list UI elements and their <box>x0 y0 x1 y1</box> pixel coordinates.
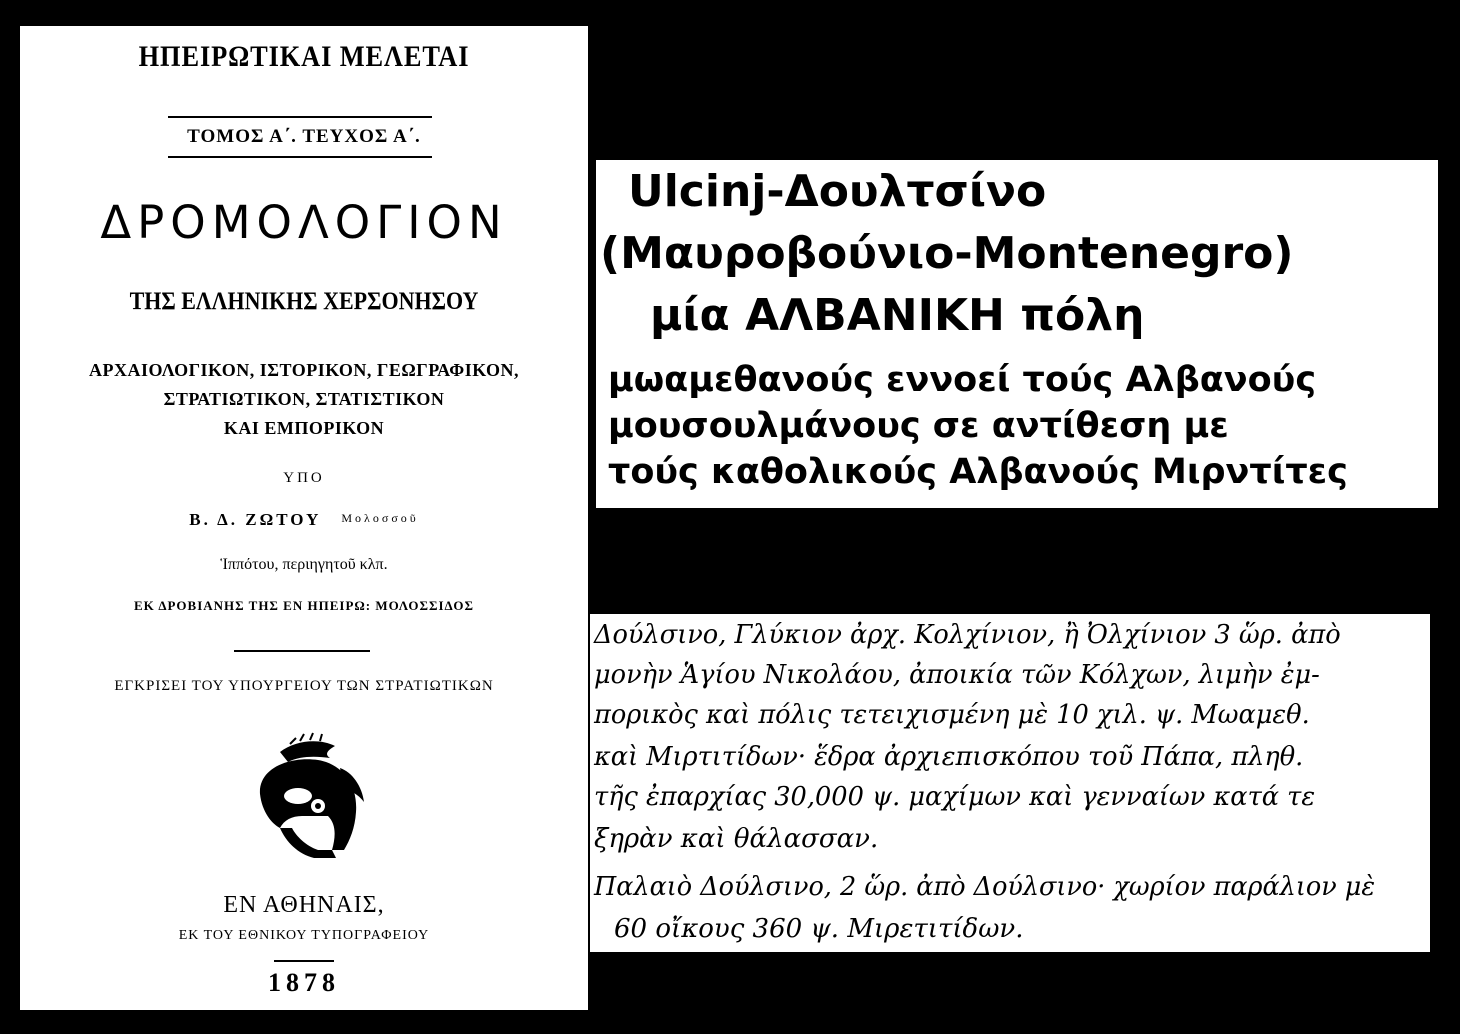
excerpt-line: ξηρὰν καὶ θάλασσαν. <box>594 824 879 854</box>
note-line: τούς καθολικούς Αλβανούς Μιρντίτες <box>608 452 1348 492</box>
by-label: ΥΠΟ <box>283 470 325 486</box>
dictionary-excerpt <box>590 614 1430 952</box>
divider <box>168 116 432 118</box>
excerpt-line: μονὴν Ἁγίου Νικολάου, ἀποικία τῶν Κόλχων, λιμὴν ἐμ- <box>594 660 1320 690</box>
divider <box>274 960 334 962</box>
author-origin-place: ΕΚ ΔΡΟΒΙΑΝΗΣ ΤΗΣ ΕΝ ΗΠΕΙΡΩ: ΜΟΛΟΣΣΙΔΟΣ <box>134 598 474 613</box>
description-line: ΑΡΧΑΙΟΛΟΓΙΚΟΝ, ΙΣΤΟΡΙΚΟΝ, ΓΕΩΓΡΑΦΙΚΟΝ, <box>89 360 519 380</box>
excerpt-line: 60 οἴκους 360 ψ. Μιρετιτίδων. <box>614 914 1024 944</box>
publication-place: ΕΝ ΑΘΗΝΑΙΣ, <box>223 892 385 918</box>
series-title: ΗΠΕΙΡΩΤΙΚΑΙ ΜΕΛΕΤΑΙ <box>138 40 470 73</box>
divider <box>234 650 370 652</box>
excerpt-line: καὶ Μιρτιτίδων· ἕδρα ἀρχιεπισκόπου τοῦ Πάπα, πληθ. <box>594 742 1304 772</box>
book-title: ΔΡΟΜΟΛΟΓΙΟΝ <box>100 196 508 249</box>
approval-line: ΕΓΚΡΙΣΕΙ ΤΟΥ ΥΠΟΥΡΓΕΙΟΥ ΤΩΝ ΣΤΡΑΤΙΩΤΙΚΩΝ <box>114 678 494 694</box>
headline-line: (Μαυροβούνιο-Montenegro) <box>600 228 1294 279</box>
book-description <box>40 356 568 443</box>
headline-box <box>596 160 1438 356</box>
headline-line: μία ΑΛΒΑΝΙΚΗ πόλη <box>650 290 1145 341</box>
excerpt-line: Παλαιὸ Δούλσινο, 2 ὥρ. ἀπὸ Δούλσινο· χωρίον παράλιον μὲ <box>594 872 1376 902</box>
excerpt-line: πορικὸς καὶ πόλις τετειχισμένη μὲ 10 χιλ. ψ. Μωαμεθ. <box>594 700 1310 730</box>
book-subtitle: ΤΗΣ ΕΛΛΗΝΙΚΗΣ ΧΕΡΣΟΝΗΣΟΥ <box>129 288 479 315</box>
author-line <box>20 510 588 530</box>
author-name: Β. Δ. ΖΩΤΟΥ <box>189 510 322 529</box>
excerpt-line: τῆς ἐπαρχίας 30,000 ψ. μαχίμων καὶ γενναίων κατά τε <box>594 782 1316 812</box>
headline-line: Ulcinj-Δουλτσίνο <box>628 166 1047 217</box>
divider <box>168 156 432 158</box>
note-line: μωαμεθανούς εννοεί τούς Αλβανούς <box>608 360 1317 400</box>
note-box <box>596 356 1438 508</box>
description-line: ΣΤΡΑΤΙΩΤΙΚΟΝ, ΣΤΑΤΙΣΤΙΚΟΝ <box>163 389 445 409</box>
description-line: ΚΑΙ ΕΜΠΟΡΙΚΟΝ <box>223 418 385 438</box>
volume-label: ΤΟΜΟΣ Α΄. ΤΕΥΧΟΣ Α΄. <box>187 126 421 147</box>
helmet-emblem-icon <box>240 732 370 872</box>
excerpt-line: Δούλσινο, Γλύκιον ἀρχ. Κολχίνιον, ἢ Ὀλχίνιον 3 ὥρ. ἀπὸ <box>594 620 1341 650</box>
author-origin: Μολοσσοῦ <box>341 511 419 525</box>
author-role: Ἱππότου, περιηγητοῦ κλπ. <box>220 556 388 573</box>
book-title-page <box>20 26 588 1010</box>
note-line: μουσουλμάνους σε αντίθεση με <box>608 406 1229 446</box>
publication-year: 1878 <box>268 968 340 997</box>
publisher: ΕΚ ΤΟΥ ΕΘΝΙΚΟΥ ΤΥΠΟΓΡΑΦΕΙΟΥ <box>178 928 430 943</box>
